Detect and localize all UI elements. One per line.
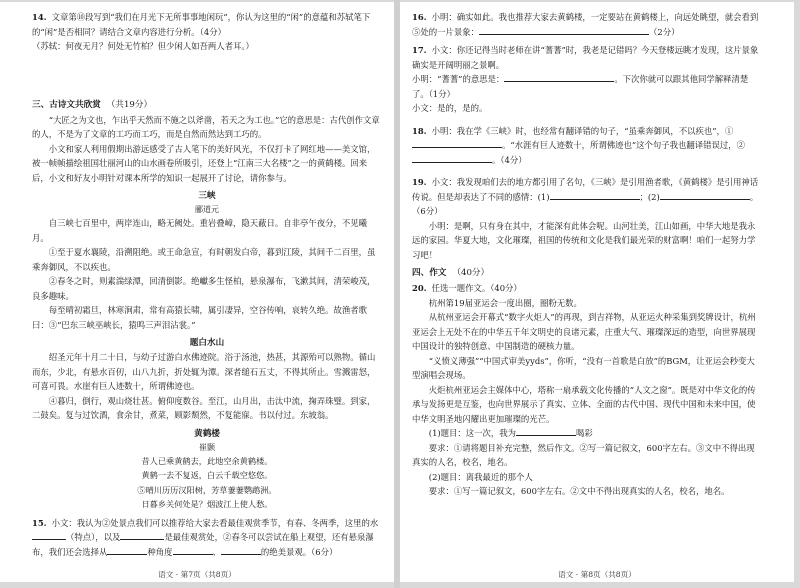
right-page [400,2,794,582]
left-page [0,2,394,582]
section-4-heading [412,266,762,281]
answer-space [32,54,382,98]
question-16: 16. 小明：确实如此。我也推荐大家去黄鹤楼，一定要站在黄鹤楼上，向远处眺望，就会看到 ⑤处的一片景象： （2分） [412,12,759,37]
classical-text: 绍圣元年十月二十日，与幼子过游白水佛迹院。浴于汤池，热甚，其源殆可以熟物。循山而东，少北，有悬水百仞，山八九折，折处辄为潭。深者缒石五丈，不得其所止。雪溅雷怒，可喜可畏。水崖有巨人迹数十，所谓佛迹也。 [32,352,376,391]
classical-text: ①至于夏水襄陵，沿溯阻绝。或王命急宣，有时朝发白帝，暮到江陵，其间千二百里，虽乘奔御风，不以疾也。 [32,247,376,272]
classical-text: ④暮归，倒行，观山烧壮甚。俯仰度数谷。至江，山月出，击汰中流，掬弄珠璧。到家，二鼓矣。复与过饮酒，食余甘，煮菜，顾影颓然，不复能寐。书以付过。东坡翁。 [32,395,376,420]
question-14-quote: （苏轼：何夜无月？何处无竹柏？但少闲人如吾两人者耳。） [32,41,254,51]
answer-blank[interactable] [107,545,147,555]
dialogue-text: 小明：是啊，只有身在其中，才能深有此体会呢。山河壮美，江山如画，中华大地是我永远的家园。华夏大地，文化璀璨，祖国的传统和文化是我们最光荣的财富啊！咱们一起努力学习吧！ [412,220,756,260]
question-number: 17. [412,45,427,55]
section-score: （40分） [452,268,490,278]
poem-title: 三峡 [198,191,216,201]
page-footer: 语文 · 第7页（共8页） [158,570,236,579]
poem-author: 崔颢 [199,442,215,452]
prompt-text: 从杭州亚运会开幕式“数字火炬人”的再现，到吉祥物，从亚运火种采集到奖牌设计，杭州亚运会上无处不在的中华五千年文明史的良诸元素，庄重大气、璀璨深远的造型，向世界展现中国设计的独特创意、中国制造的硬核力量。 [412,312,756,351]
poem-line: 黄鹤一去不复返，白云千载空悠悠。 [141,470,273,480]
poem-title: 题白水山 [189,338,225,348]
answer-blank[interactable] [516,426,576,436]
classical-text: ②春冬之时，则素湍绿潭，回清倒影。绝巘多生怪柏，悬泉瀑布，飞漱其间，清荣峻茂，良多趣味。 [32,276,376,301]
classical-text: 自三峡七百里中，两岸连山，略无阙处。重岩叠嶂，隐天蔽日。自非亭午夜分，不见曦月。 [32,218,368,243]
section-title: 三、古诗文共欣赏 [32,99,101,110]
question-15: 15. 小文：我认为②处景点我们可以推荐给大家去看最佳观赏季节，有春、冬两季，这里的水（特点），以及 是最佳观赏处，②春冬可以尝试在船上观望，还有悬泉瀑布，我们还会选择从 种角度 、 的绝美景观。（6分） [32,517,379,557]
prompt-text: 火炬杭州亚运会主媒体中心，塔称一扇承载文化传播的“人文之窗”。既是对中华文化的传承与发扬更是互鉴，也向世界展示了真实、立体、全面的古代中国、现代中国和未来中国，使中华文明圣地闪耀出更加璀璨的光芒。 [412,384,756,424]
answer-blank[interactable] [412,153,492,163]
poem-line: 昔人已乘黄鹤去，此地空余黄鹤楼。 [141,455,273,466]
essay-topic-1: (1)题目：这一次，我为 喝彩 [428,428,593,438]
section-3-heading [32,98,382,113]
essay-requirements: 要求：①写一篇记叙文，600字左右。②文中不得出现真实的人名，校名，地名。 [428,486,730,496]
question-text: 文章第⑩段写到“我们在月光下无所事事地闲玩”，你认为这里的“闲”的意蕴和苏轼笔下的“闲”是否相同？请结合文章内容进行分析。（4分） [32,12,371,37]
poem-title: 黄鹤楼 [194,428,220,439]
poem-author: 郦道元 [195,205,219,214]
answer-blank[interactable] [221,545,261,555]
question-17: 17. 小文：你还记得当时老师在讲“蓍蓍”时，我老是记错吗？今天登楼远眺才发现，这片景象确实是开阔明丽之景啊。 小明：“蓍蓍”的意思是： 。下次你就可以跟其他同学解释清楚了。（1分） 小文：是的，是的。 [412,45,759,113]
answer-blank[interactable] [660,190,750,200]
question-number: 19. [412,177,427,187]
section-title: 四、作文 [412,268,447,278]
question-number: 14. [32,12,47,22]
question-number: 18. [412,125,427,136]
answer-blank[interactable] [173,545,213,555]
question-number: 20. [412,283,427,293]
question-number: 16. [412,12,427,22]
answer-blank[interactable] [32,530,66,540]
question-14 [32,10,382,39]
question-19: 19. 小文：我发现咱们去的地方都引用了名句，《三峡》是引用渔者歌，《黄鹤楼》是引用神话传说。但是却表达了不同的感情：(1) ；(2) 。（6分） [412,177,759,216]
question-20: 20. 任选一题作文。（40分） [412,283,522,293]
question-number: 15. [32,517,47,528]
section-intro: “大匠之为文也，乍出乎天然而不施之以斧凿，若天之为工也。”它的意思是：古代创作文章的人，不是为了文章的工巧而工巧，而是自然而然达到工巧的。 [32,114,380,139]
classical-text: 每至晴初霜旦，林寒涧肃，常有高猿长啸，属引凄异，空谷传响，哀转久绝。故渔者歌曰：③“巴东三峡巫峡长，猿鸣三声泪沾裳。” [32,305,368,330]
section-score: （共19分） [106,99,153,110]
essay-topic-2: (2)题目：离我最近的那个人 [428,471,533,482]
prompt-text: 杭州第19届亚运会一度出圈，圈粉无数。 [428,297,582,308]
answer-blank[interactable] [504,72,614,82]
section-context: 小文和家人利用假期出游远感受了古人笔下的美好风光，不仅打卡了网红地——美文馆，被一帧帧描绘祖国壮丽河山的山水画卷所吸引，还登上“江南三大名楼”之一的黄鹤楼。回来后，小文和好友小明针对课本所学的知识一起展开了讨论，请你参与。 [32,143,376,183]
answer-blank[interactable] [412,138,502,148]
poem-line: 日暮乡关何处是？烟波江上使人愁。 [141,499,273,509]
answer-blank[interactable] [120,530,164,540]
answer-blank[interactable] [479,25,649,35]
essay-requirements: 要求：①请将题目补充完整，然后作文。②写一篇记叙文，600字左右。③文中不得出现真实的人名，校名，地名。 [412,442,755,467]
prompt-text: “义愤义薄强”“中国式审美yyds”，你听，“没有一首歌是白放”的BGM，让亚运会秒变大型演唱会现场。 [412,355,755,380]
question-18: 18. 小明：我在学《三峡》时，也经常有翻译错的句子，“虽乘奔御风，不以疾也”，①。“水涯有巨人迹数十，所谓佛迹也”这个句子我也翻译错误过，②。（4分） [412,125,746,165]
poem-line: ⑤晴川历历汉阳树，芳草萋萋鹦鹉洲。 [137,484,277,495]
answer-blank[interactable] [550,190,640,200]
page-footer: 语文 · 第8页（共8页） [558,570,636,579]
